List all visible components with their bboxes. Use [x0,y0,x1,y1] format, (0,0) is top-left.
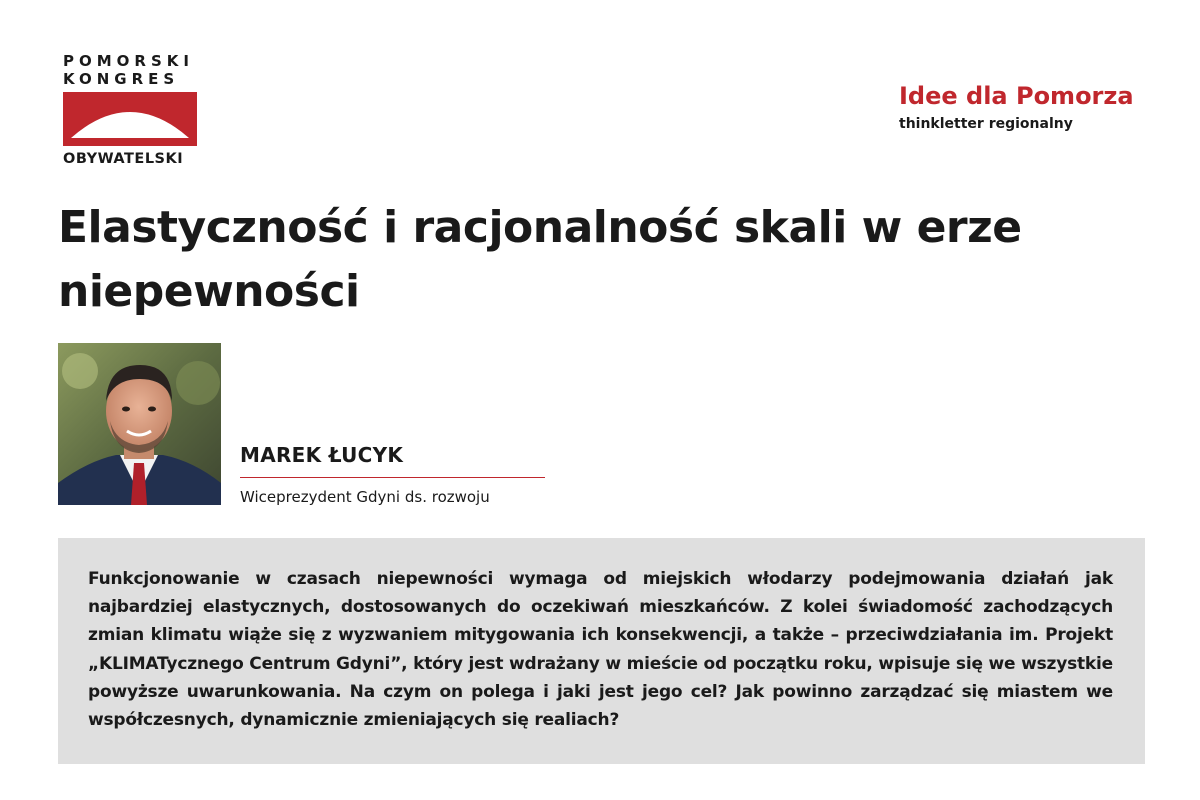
logo-text-line-2: KONGRES [63,70,180,88]
lead-paragraph: Funkcjonowanie w czasach niepewności wymaga od miejskich włodarzy podejmowania działań jak najbardziej elastycznych, dostosowanych do oczekiwań mieszkańców. Z kolei świadomość zachodzących zmian klimatu wiąże się z wyzwaniem mitygowania ich konsekwencji, a także – przeciwdziałania im. Projekt „KLIMATycznego Centrum Gdyni”, który jest wdrażany w mieście od początku roku, wpisuje się we wszystkie powyższe uwarunkowania. Na czym on polega i jaki jest jego cel? Jak powinno zarządzać się miastem we współczesnych, dynamicznie zmieniających się realiach? [88,569,1113,731]
logo-text-line-3: OBYWATELSKI [63,151,184,167]
newsletter-brand [899,82,1147,132]
newsletter-subtitle: thinkletter regionalny [899,116,1073,132]
newsletter-title: Idee dla Pomorza [899,82,1134,110]
author-portrait-icon [58,343,221,505]
article-title: Elastyczność i racjonalność skali w erze niepewności [58,202,1022,317]
logo-text-line-1: POMORSKI [63,52,194,70]
congress-logo [63,52,199,168]
author-block [240,443,545,506]
author-photo [58,343,221,505]
author-role: Wiceprezydent Gdyni ds. rozwoju [240,488,490,506]
lead-box [58,538,1145,764]
bridge-emblem-icon [63,92,197,146]
author-name: MAREK ŁUCYK [240,443,545,478]
